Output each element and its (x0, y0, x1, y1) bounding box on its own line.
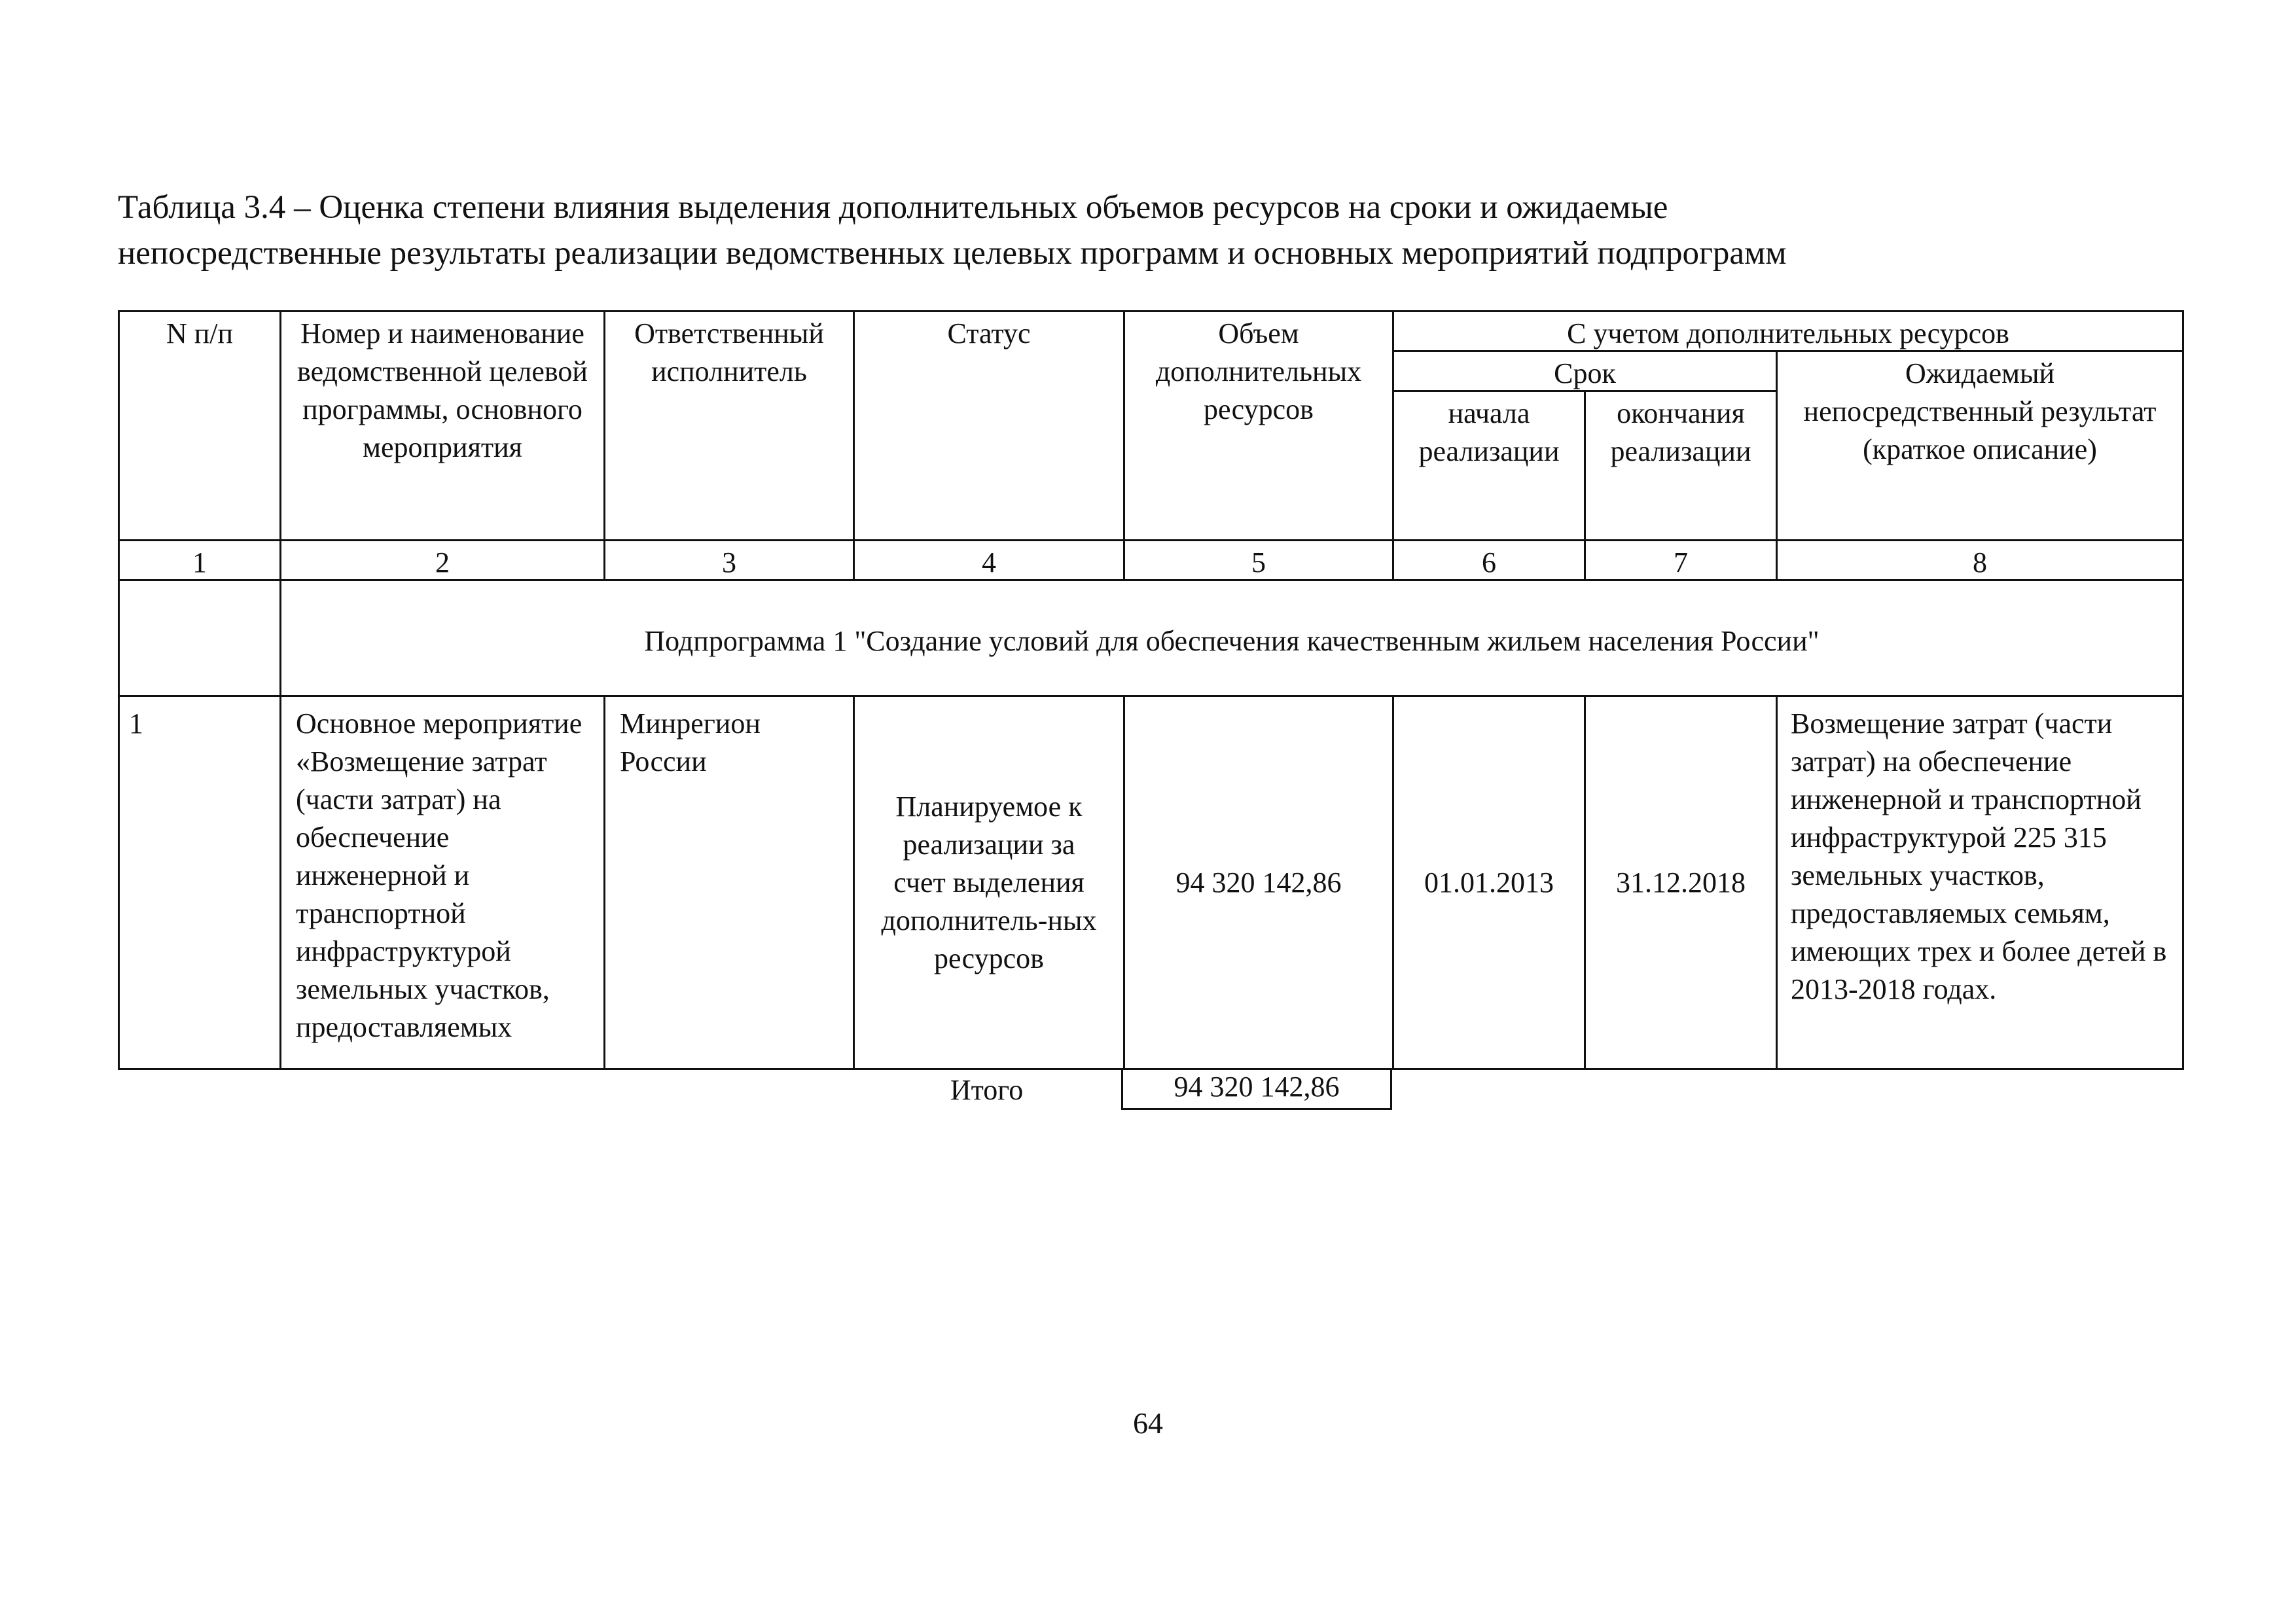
row-start: 01.01.2013 (1392, 695, 1586, 1070)
column-number: 6 (1392, 539, 1586, 581)
subprogram-num-cell (118, 579, 281, 697)
column-number: 3 (603, 539, 855, 581)
caption-line-2: непосредственные результаты реализации ведомственных целевых программ и основных мероприятий подпрограмм (118, 235, 1787, 272)
header-num: N п/п (118, 310, 281, 541)
assessment-table (118, 310, 2184, 1070)
header-start: начала реализации (1392, 390, 1586, 541)
header-result: Ожидаемый непосредственный результат (краткое описание) (1776, 350, 2184, 541)
subprogram-title: Подпрограмма 1 "Создание условий для обеспечения качественным жильем населения России" (279, 579, 2184, 697)
header-volume: Объем дополнительных ресурсов (1123, 310, 1394, 541)
header-term: Срок (1392, 350, 1778, 392)
header-name: Номер и наименование ведомственной целевой программы, основного мероприятия (279, 310, 605, 541)
row-result: Возмещение затрат (части затрат) на обеспечение инженерной и транспортной инфраструктурой 225 315 земельных участков, предоставляемых семьям, имеющих трех и более детей в 2013-2018 годах. (1776, 695, 2184, 1070)
column-number: 1 (118, 539, 281, 581)
row-end: 31.12.2018 (1584, 695, 1778, 1070)
total-label: Итого (950, 1074, 1024, 1106)
table-caption (118, 185, 2212, 276)
caption-line-1: Таблица 3.4 – Оценка степени влияния выделения дополнительных объемов ресурсов на сроки и ожидаемые (118, 189, 1668, 226)
column-number: 4 (853, 539, 1125, 581)
column-number: 7 (1584, 539, 1778, 581)
row-executor: Минрегион России (603, 695, 855, 1070)
header-executor: Ответственный исполнитель (603, 310, 855, 541)
column-number: 8 (1776, 539, 2184, 581)
column-number: 2 (279, 539, 605, 581)
total-value: 94 320 142,86 (1121, 1068, 1392, 1110)
row-volume: 94 320 142,86 (1123, 695, 1394, 1070)
row-name: Основное мероприятие «Возмещение затрат (части затрат) на обеспечение инженерной и транспортной инфраструктурой земельных участков, предоставляемых (279, 695, 605, 1070)
header-status: Статус (853, 310, 1125, 541)
header-end: окончания реализации (1584, 390, 1778, 541)
row-status: Планируемое к реализации за счет выделения дополнитель-ных ресурсов (853, 695, 1125, 1070)
page-number: 64 (1133, 1406, 1163, 1440)
header-group: С учетом дополнительных ресурсов (1392, 310, 2184, 352)
row-num: 1 (118, 695, 281, 1070)
column-number: 5 (1123, 539, 1394, 581)
